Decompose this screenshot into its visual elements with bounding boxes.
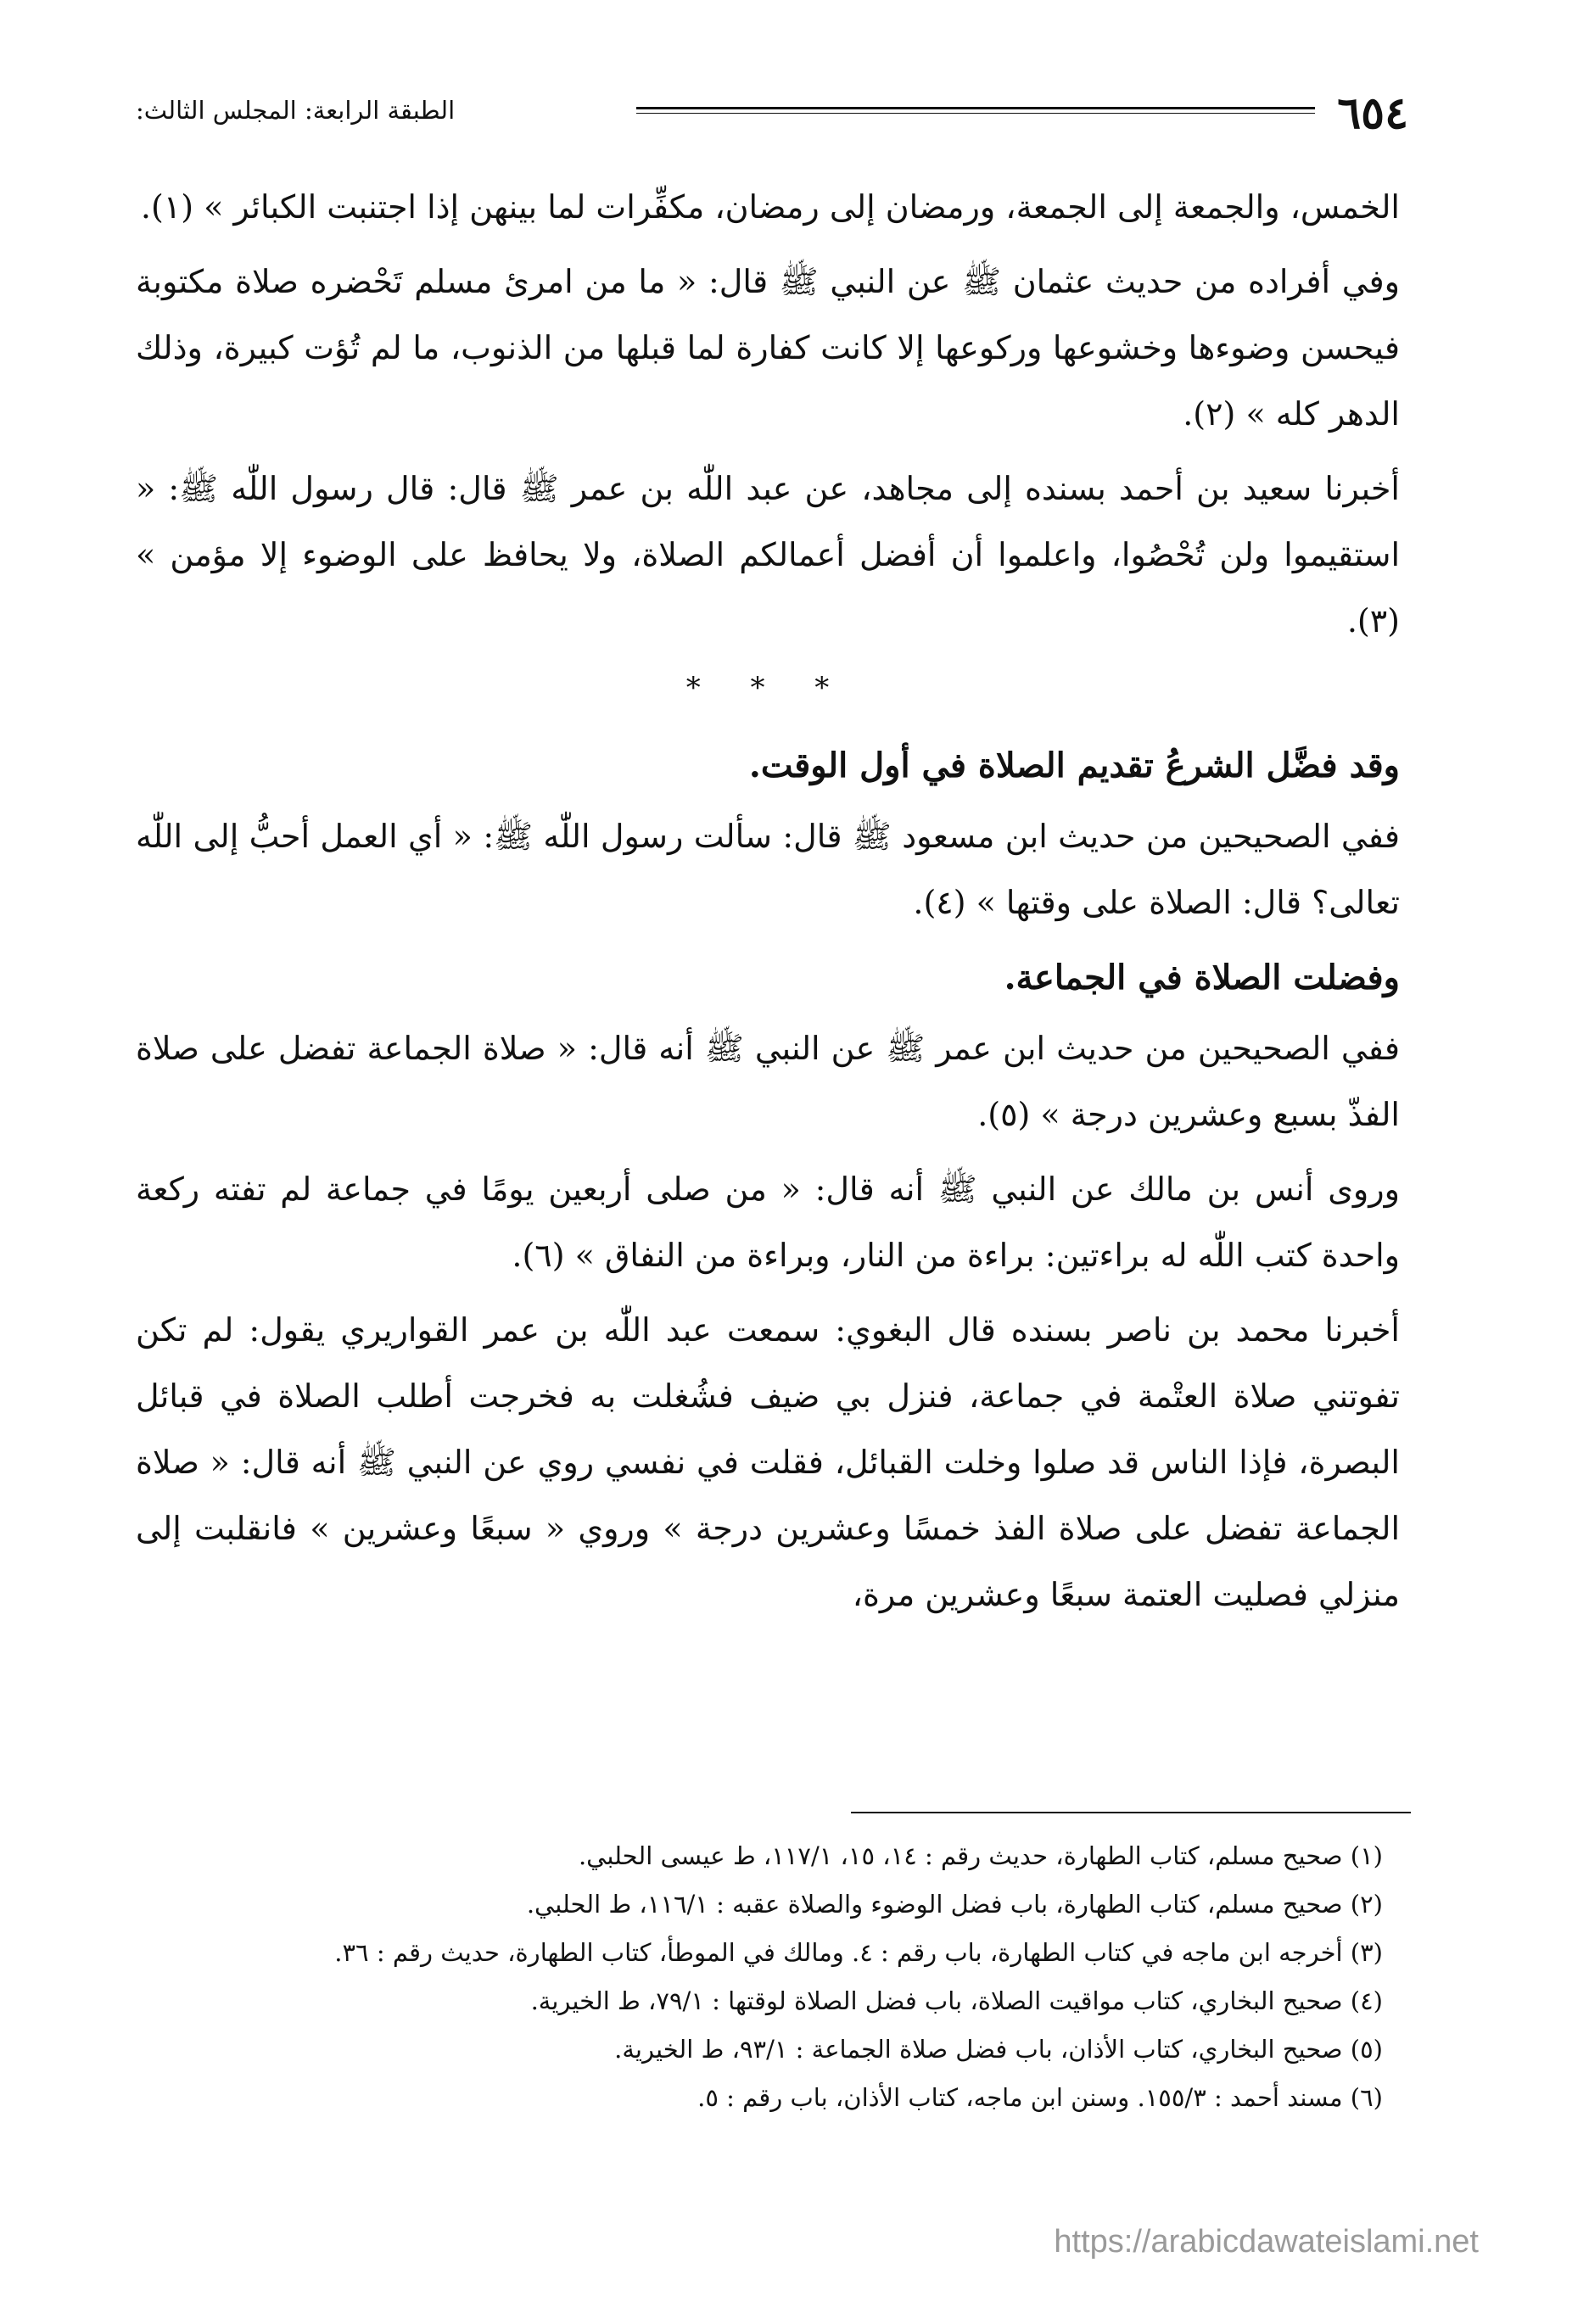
section-heading: وفضلت الصلاة في الجماعة. [1004, 958, 1400, 997]
page-header [136, 85, 1408, 153]
section-heading: وقد فضَّل الشرعُ تقديم الصلاة في أول الوقت. [748, 746, 1400, 785]
footnote: (٣) أخرجه ابن ماجه في كتاب الطهارة، باب رقم : ٤. ومالك في الموطأ، كتاب الطهارة، حديث رقم : ٣٦. [334, 1938, 1383, 1967]
footnotes [136, 1832, 1383, 2122]
paragraph: الخمس، والجمعة إلى الجمعة، ورمضان إلى رمضان، مكفِّرات لما بينهن إذا اجتنبت الكبائر » (١). [140, 188, 1400, 226]
footnote: (٢) صحيح مسلم، كتاب الطهارة، باب فضل الوضوء والصلاة عقبه : ١١٦/١، ط الحلبي. [526, 1890, 1383, 1919]
footnote: (٥) صحيح البخاري، كتاب الأذان، باب فضل صلاة الجماعة : ٩٣/١، ط الخيرية. [614, 2035, 1383, 2064]
footnote-divider [851, 1812, 1411, 1813]
footnote: (٤) صحيح البخاري، كتاب مواقيت الصلاة، باب فضل الصلاة لوقتها : ٧٩/١، ط الخيرية. [530, 1986, 1383, 2015]
paragraph: وفي أفراده من حديث عثمان ﷺ عن النبي ﷺ قال: « ما من امرئ مسلم تَحْضره صلاة مكتوبة فيحسن وضوءها وخشوعها وركوعها إلا كانت كفارة لما قبلها من الذنوب، ما لم تُؤت كبيرة، وذلك الدهر كله » (٢). [136, 263, 1400, 433]
paragraph: أخبرنا سعيد بن أحمد بسنده إلى مجاهد، عن عبد اللّٰه بن عمر ﷺ قال: قال رسول اللّٰه ﷺ: « استقيموا ولن تُحْصُوا، واعلموا أن أفضل أعمالكم الصلاة، ولا يحافظ على الوضوء إلا مؤمن » (٣). [136, 470, 1400, 640]
paragraph: وروى أنس بن مالك عن النبي ﷺ أنه قال: « من صلى أربعين يومًا في جماعة لم تفته ركعة واحدة كتب اللّٰه له براءتين: براءة من النار، وبراءة من النفاق » (٦). [136, 1170, 1400, 1274]
watermark-url: https://arabicdawateislami.net [1054, 2224, 1479, 2260]
footnote: (٦) مسند أحمد : ١٥٥/٣. وسنن ابن ماجه، كتاب الأذان، باب رقم : ٥. [697, 2083, 1383, 2112]
paragraph: ففي الصحيحين من حديث ابن عمر ﷺ عن النبي ﷺ أنه قال: « صلاة الجماعة تفضل على صلاة الفذّ بسبع وعشرين درجة » (٥). [136, 1030, 1400, 1133]
main-text [136, 174, 1400, 1636]
paragraph: أخبرنا محمد بن ناصر بسنده قال البغوي: سمعت عبد اللّٰه بن عمر القواريري يقول: لم تكن تفوتني صلاة العتْمة في جماعة، فنزل بي ضيف فشُغلت به فخرجت أطلب الصلاة في قبائل البصرة، فإذا الناس قد صلوا وخلت القبائل، فقلت في نفسي روي عن النبي ﷺ أنه قال: « صلاة الجماعة تفضل على صلاة الفذ خمسًا وعشرين درجة » وروي « سبعًا وعشرين » فانقلبت إلى منزلي فصليت العتمة سبعًا وعشرين مرة، [136, 1311, 1400, 1613]
running-title: الطبقة الرابعة: المجلس الثالث: [136, 96, 456, 125]
section-separator: * * * [685, 671, 850, 705]
header-rule [636, 107, 1315, 114]
paragraph: ففي الصحيحين من حديث ابن مسعود ﷺ قال: سألت رسول اللّٰه ﷺ: « أي العمل أحبُّ إلى اللّٰه تعالى؟ قال: الصلاة على وقتها » (٤). [136, 818, 1400, 921]
footnote: (١) صحيح مسلم، كتاب الطهارة، حديث رقم : ١٤، ١٥، ١١٧/١، ط عيسى الحلبي. [578, 1841, 1383, 1870]
page-number: ٦٥٤ [1337, 87, 1408, 139]
